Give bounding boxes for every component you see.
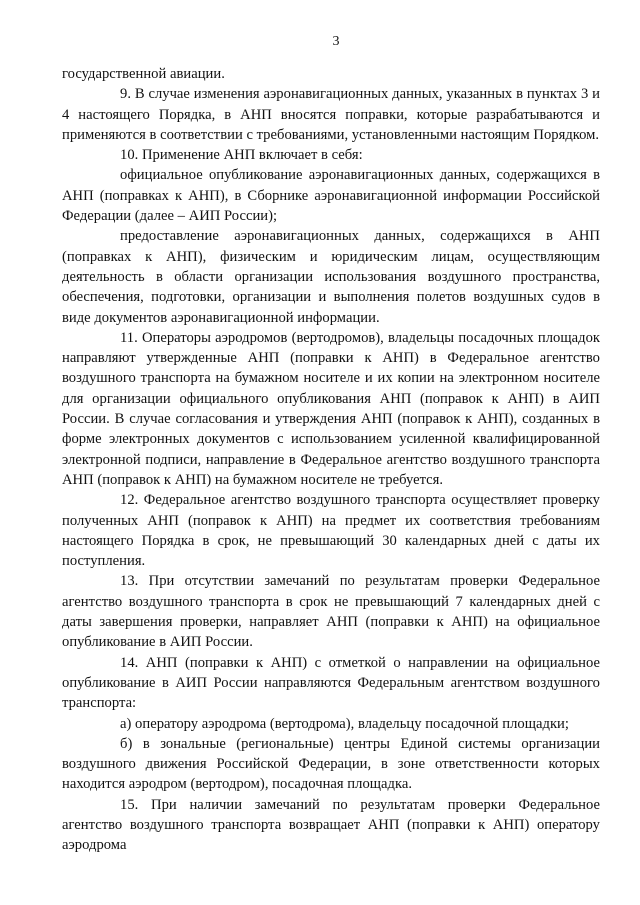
paragraph-item-13: 13. При отсутствии замечаний по результатам проверки Федеральное агентство воздушного транспорта в срок не превышающий 7 календарных дней с даты завершения проверки, направляет АНП (поправки к АНП) на официальное опубликование в АИП России. [62,573,600,651]
paragraph-item-9: 9. В случае изменения аэронавигационных данных, указанных в пунктах 3 и 4 настоящего Порядка, в АНП вносятся поправки, которые разрабатываются и применяются в соответствии с требованиями, установленными настоящим Порядком. [62,86,600,143]
paragraph-item-10-official-publication: официальное опубликование аэронавигационных данных, содержащихся в АНП (поправках к АНП), в Сборнике аэронавигационной информации Российской Федерации (далее – АИП России); [62,167,600,225]
paragraph-item-11: 11. Операторы аэродромов (вертодромов), владельцы посадочных площадок направляют утвержденные АНП (поправки к АНП) в Федеральное агентство воздушного транспорта на бумажном носителе и их копии на электронном носителе для организации официального опубликования АНП (поправок к АНП) в АИП России. В случае согласования и утверждения АНП (поправок к АНП), созданных в форме электронных документов с использованием усиленной квалифицированной электронной подписи, направление в Федеральное агентство воздушного транспорта АНП (поправок к АНП) на бумажном носителе не требуется. [62,329,600,488]
paragraph-item-12: 12. Федеральное агентство воздушного транспорта осуществляет проверку полученных АНП (поправок к АНП) на предмет их соответствия требованиям настоящего Порядка в срок, не превышающий 30 календарных дней с даты их поступления. [62,492,600,570]
paragraph-continuation: государственной авиации. [62,66,225,82]
paragraph-item-10: 10. Применение АНП включает в себя: [120,147,363,164]
paragraph-item-10-data-provision: предоставление аэронавигационных данных, содержащихся в АНП (поправках к АНП), физическим и юридическим лицам, осуществляющим деятельность в области организации использования воздушного пространства, обеспечения, подготовки, организации и выполнения полетов воздушных судов в виде документов аэронавигационной информации. [62,228,600,326]
paragraph-item-14: 14. АНП (поправки к АНП) с отметкой о направлении на официальное опубликование в АИП России направляются Федеральным агентством воздушного транспорта: [62,654,600,712]
paragraph-item-15: 15. При наличии замечаний по результатам проверки Федеральное агентство воздушного транспорта возвращает АНП (поправки к АНП) оператору аэродрома [62,796,600,854]
paragraph-item-14-a: а) оператору аэродрома (вертодрома), владельцу посадочной площадки; [120,715,569,732]
page-number: 3 [332,34,340,49]
paragraph-item-14-b: б) в зональные (региональные) центры Единой системы организации воздушного движения Российской Федерации, в зоне ответственности которых находится аэродром (вертодром), посадочная площадка. [62,735,600,793]
